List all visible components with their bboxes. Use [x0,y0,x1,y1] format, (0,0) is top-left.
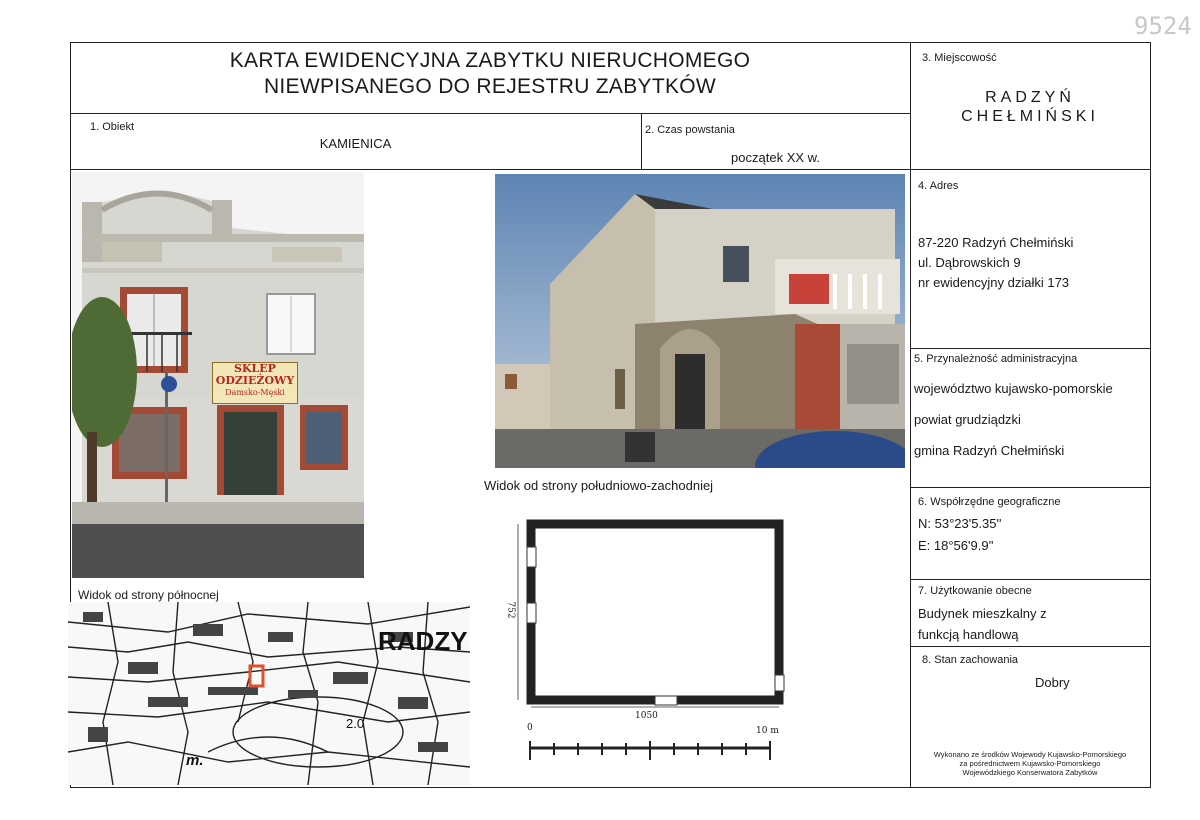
field-4-value [918,233,1073,293]
funding-note-line: za pośrednictwem Kujawsko-Pomorskiego [959,759,1101,768]
field-2-label: 2. Czas powstania [645,124,735,136]
map-fragment-label: m. [186,752,204,769]
plan-depth-label: 752 [505,601,516,619]
photo-southwest-caption: Widok od strony południowo-zachodniej [484,478,714,493]
photo-southwest-image [495,174,905,468]
field-3-value-line-2: CHEŁMIŃSKI [961,108,1099,125]
field-6-label: 6. Współrzędne geograficzne [918,496,1061,508]
cadastral-map [68,602,470,785]
plan-width-label: 1050 [635,711,658,721]
scale-end-label: 10 m [756,726,779,736]
field-5-label: 5. Przynależność administracyjna [914,353,1078,365]
archive-number-stamp: 9524 [1134,12,1192,40]
map-elevation-label: 2.0 [346,716,365,731]
shop-sign-line-2: ODZIEŻOWY [215,374,295,387]
address-line: nr ewidencyjny działki 173 [918,275,1070,290]
title-line-2: NIEWPISANEGO DO REJESTRU ZABYTKÓW [263,75,717,98]
title-line-1: KARTA EWIDENCYJNA ZABYTKU NIERUCHOMEGO [229,49,751,72]
address-line: ul. Dąbrowskich 9 [918,255,1021,270]
photo-southwest-view [495,174,905,468]
field-3-value [910,88,1150,126]
admin-voivodeship: województwo kujawsko-pomorskie [914,381,1113,396]
current-use-line-1: Budynek mieszkalny z [918,606,1047,621]
admin-commune: gmina Radzyń Chełmiński [914,443,1065,458]
field-2-value: początek XX w. [731,150,820,165]
shop-sign-line-1: SKLEP [234,362,276,375]
shop-sign-line-3: Damsko-Męski [225,388,285,397]
admin-county: powiat grudziądzki [914,412,1021,427]
scale-zero-label: 0 [527,723,533,733]
current-use-line-2: funkcją handlową [918,627,1019,642]
field-1-value: KAMIENICA [319,136,392,151]
field-4-label: 4. Adres [918,180,959,192]
floor-plan-drawing [500,515,800,765]
field-8-label: 8. Stan zachowania [922,654,1019,666]
coordinate-n: N: 53°23'5.35'' [918,516,1002,531]
map-town-label: RADZY [378,626,468,656]
funding-note-line: Wykonano ze środków Wojewody Kujawsko-Pomorskiego [933,750,1127,759]
card-title [70,48,910,100]
photo-north-facade [72,172,364,578]
floor-plan [500,515,800,765]
shop-sign [212,362,298,404]
field-3-value-line-1: RADZYŃ [985,89,1075,106]
address-line: 87-220 Radzyń Chełmiński [918,235,1074,250]
field-8-value: Dobry [1035,675,1070,690]
field-3-label: 3. Miejscowość [922,52,997,64]
coordinate-e: E: 18°56'9.9'' [918,538,994,553]
field-1-label: 1. Obiekt [90,121,135,133]
field-7-label: 7. Użytkowanie obecne [918,585,1032,597]
funding-note-line: Wojewódzkiego Konserwatora Zabytków [962,768,1098,777]
photo-north-caption: Widok od strony północnej [78,588,219,602]
funding-note [910,750,1150,777]
